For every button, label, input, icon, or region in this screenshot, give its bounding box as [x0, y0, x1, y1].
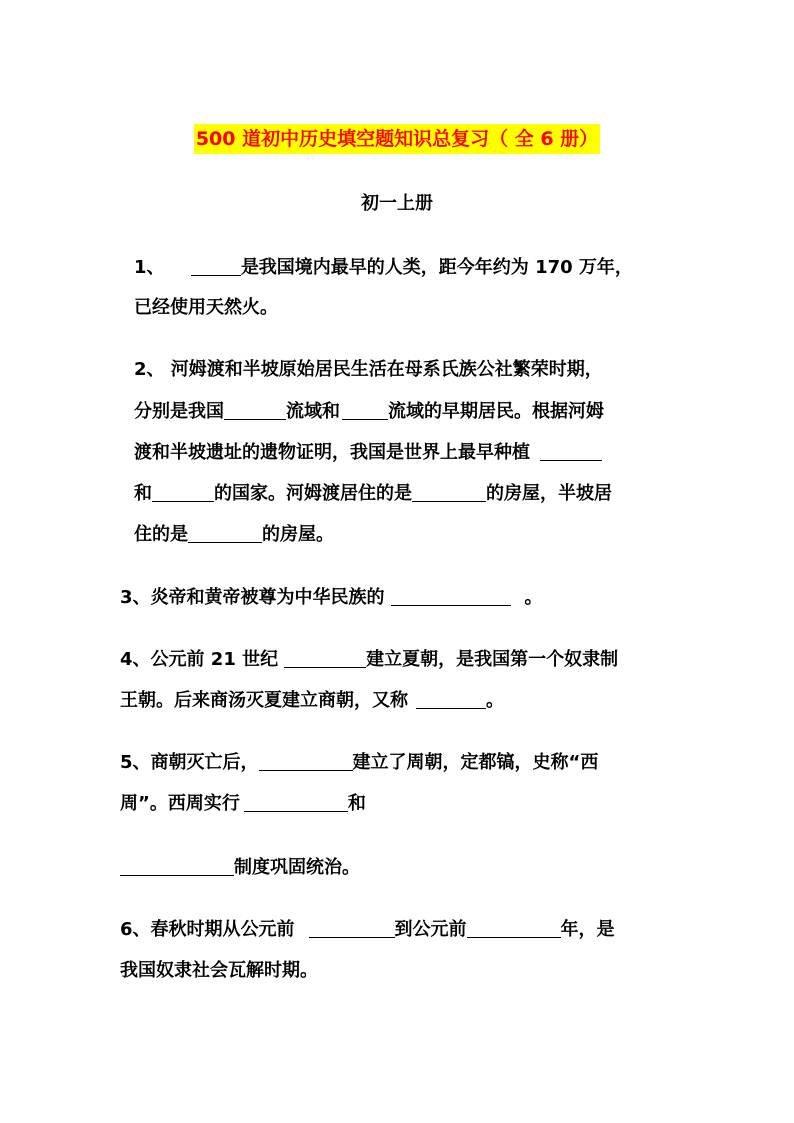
text: 王朝。后来商汤灭夏建立商朝，又称 — [120, 690, 408, 711]
blank[interactable] — [412, 481, 486, 502]
question-3 — [120, 578, 543, 618]
question-2-line-2 — [134, 392, 604, 432]
text: 制度巩固统治。 — [234, 857, 360, 878]
blank[interactable] — [309, 917, 395, 938]
text: 分别是我国 — [134, 401, 224, 422]
text: 的国家。河姆渡居住的是 — [214, 483, 412, 504]
text: 和 — [134, 483, 152, 504]
blank[interactable] — [259, 750, 353, 771]
text: 3、炎帝和黄帝被尊为中华民族的 — [120, 587, 385, 608]
question-4-line-1 — [120, 640, 618, 680]
question-1-number: 1、 — [134, 257, 165, 278]
blank[interactable] — [120, 855, 234, 876]
question-1-line-1 — [134, 248, 633, 288]
title-wrap — [0, 124, 794, 154]
blank[interactable] — [244, 791, 348, 812]
blank[interactable] — [467, 917, 561, 938]
page-title: 500 道初中历史填空题知识总复习（ 全 6 册） — [194, 124, 600, 154]
blank[interactable] — [191, 255, 241, 276]
blank[interactable] — [152, 481, 214, 502]
text: 到公元前 — [394, 919, 467, 940]
blank[interactable] — [391, 585, 511, 606]
text: 渡和半坡遗址的遗物证明，我国是世界上最早种植 — [134, 442, 530, 463]
question-2-line-5 — [134, 515, 334, 555]
question-5-line-1 — [120, 743, 598, 783]
text: 5、商朝灭亡后， — [120, 752, 259, 773]
question-6-line-1 — [120, 910, 615, 950]
question-5-line-3 — [120, 848, 360, 888]
text: 的房屋。 — [262, 524, 334, 545]
text: 6、春秋时期从公元前 — [120, 919, 295, 940]
blank[interactable] — [188, 522, 262, 543]
text: 流域的早期居民。根据河姆 — [388, 401, 604, 422]
text: 建立夏朝，是我国第一个奴隶制 — [366, 649, 619, 670]
section-subtitle: 初一上册 — [361, 193, 433, 214]
blank[interactable] — [540, 440, 602, 461]
text: 流域和 — [286, 401, 340, 422]
question-4-line-2 — [120, 681, 504, 721]
text: 。 — [486, 690, 504, 711]
question-2-line-1: 2、 河姆渡和半坡原始居民生活在母系氏族公社繁荣时期， — [134, 359, 603, 380]
text: 住的是 — [134, 524, 188, 545]
blank[interactable] — [224, 399, 286, 420]
text: 年，是 — [560, 919, 615, 940]
text: 周”。西周实行 — [120, 793, 240, 814]
blank[interactable] — [284, 647, 366, 668]
text: 4、公元前 21 世纪 — [120, 649, 279, 670]
text: 建立了周朝，定都镐，史称“西 — [352, 752, 599, 773]
question-6-line-2: 我国奴隶社会瓦解时期。 — [120, 960, 318, 981]
blank[interactable] — [342, 399, 388, 420]
question-1-line-2: 已经使用天然火。 — [134, 297, 278, 318]
question-2-line-3 — [134, 433, 602, 473]
question-1-text: 是我国境内最早的人类，距今年约为 170 万年， — [240, 257, 633, 278]
text: 和 — [347, 793, 366, 814]
question-5-line-2 — [120, 784, 366, 824]
blank[interactable] — [416, 688, 486, 709]
text: 。 — [524, 587, 543, 608]
text: 的房屋，半坡居 — [486, 483, 612, 504]
question-2-line-4 — [134, 474, 612, 514]
